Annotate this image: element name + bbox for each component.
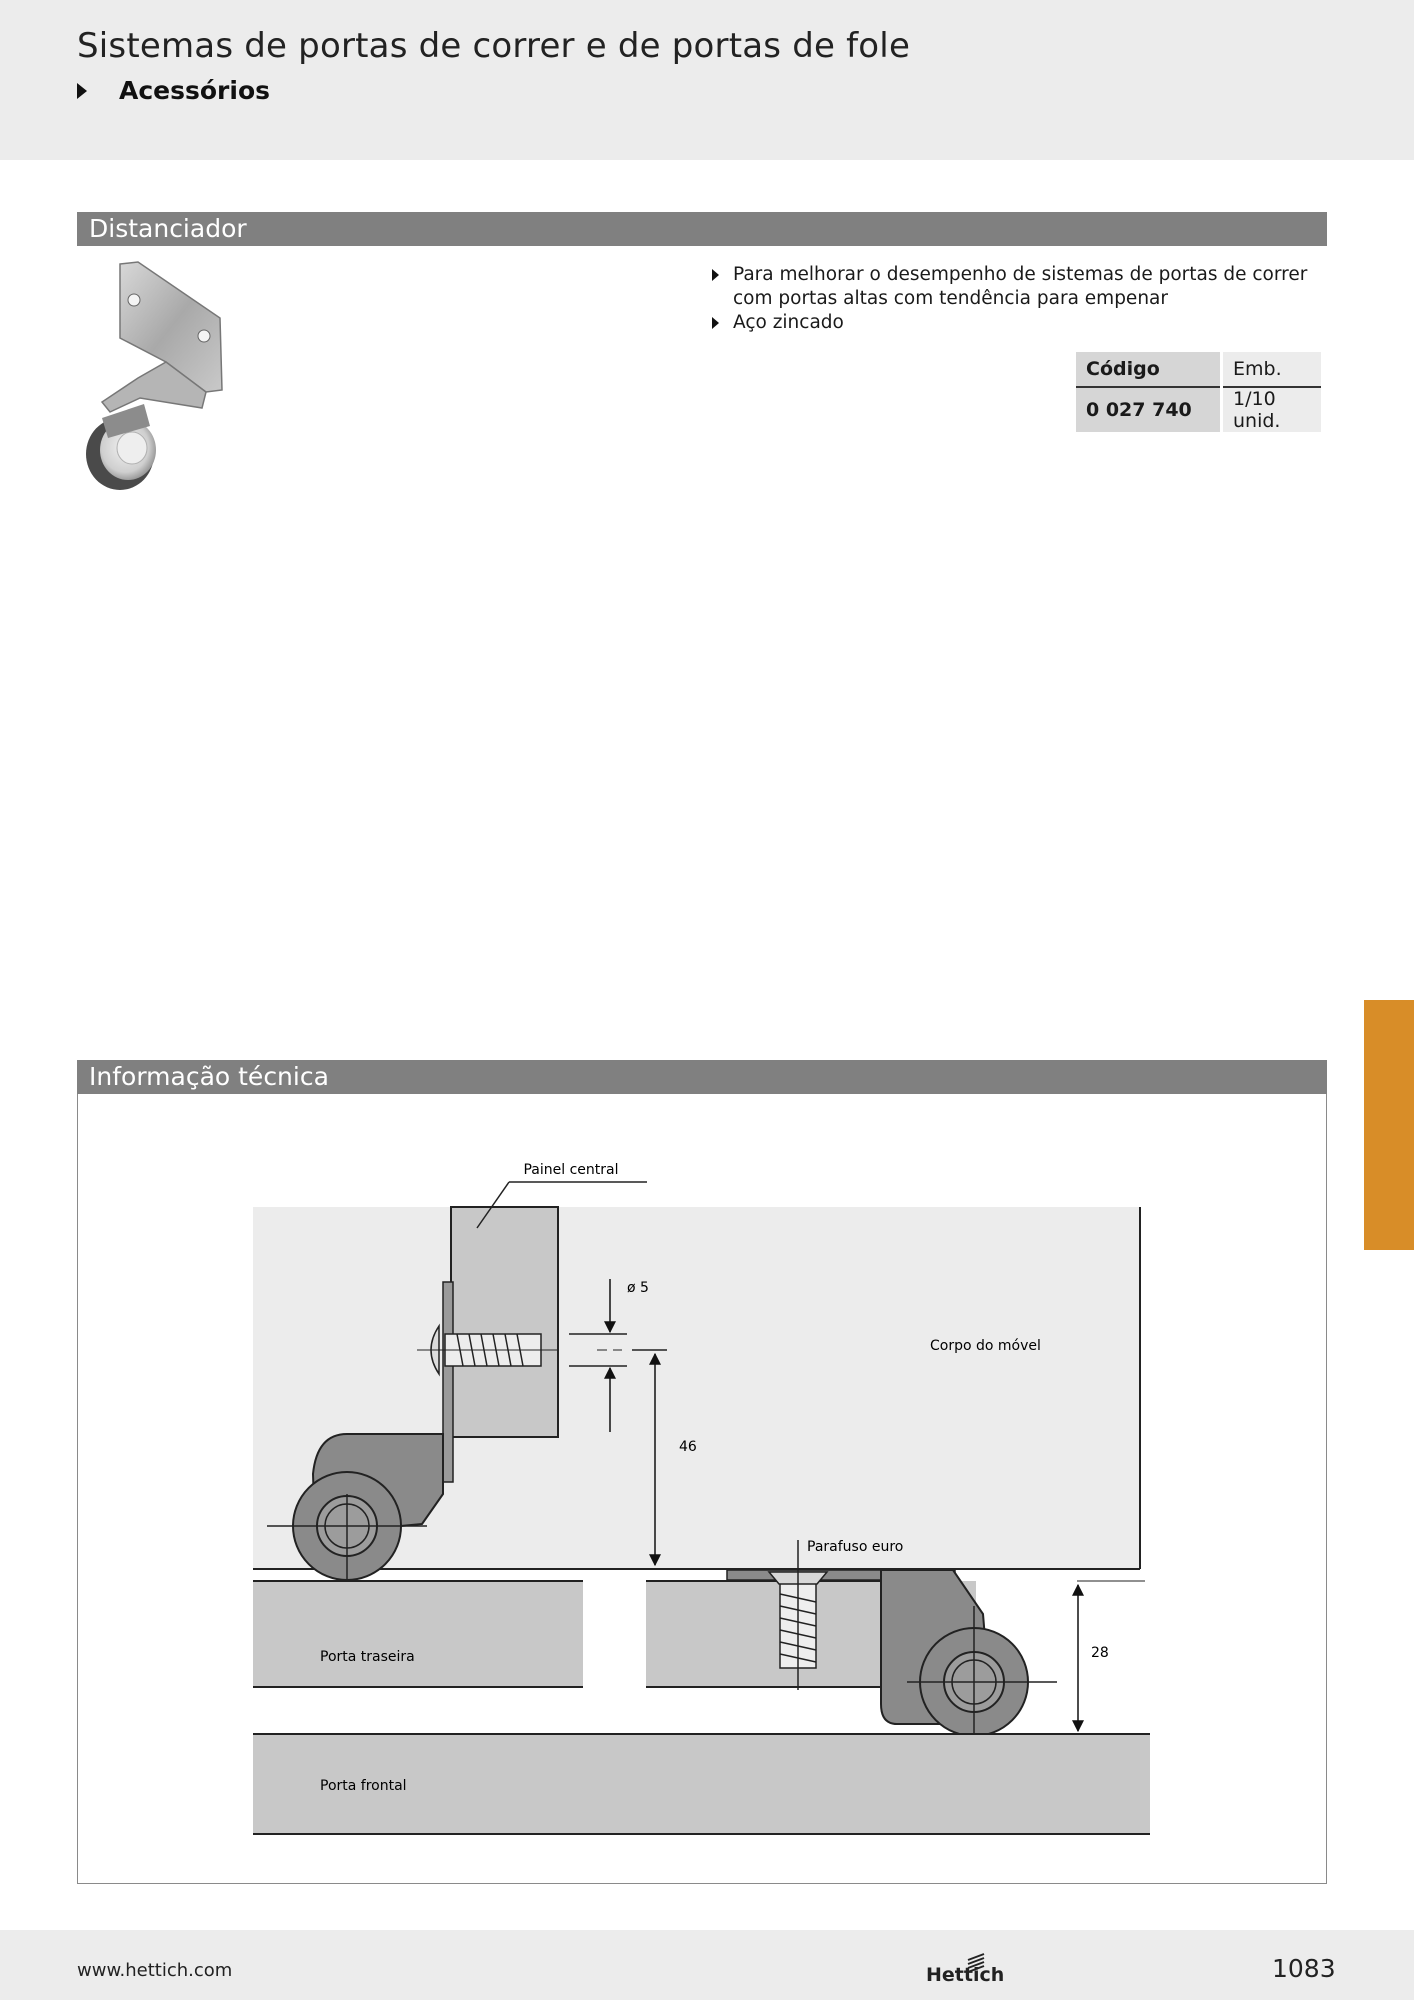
page-header [0,0,1414,160]
label-porta-frontal: Porta frontal [320,1778,407,1794]
label-corpo-movel: Corpo do móvel [930,1338,1041,1354]
feature-list [712,263,1332,335]
label-dim-28: 28 [1091,1645,1109,1661]
cell-code: 0 027 740 [1076,388,1220,432]
label-porta-traseira: Porta traseira [320,1649,415,1665]
triangle-bullet-icon [712,269,719,281]
logo-wordmark: Hettich [926,1964,1005,1986]
table-header-row [1076,352,1321,388]
technical-drawing [77,1094,1327,1884]
column-header-pack: Emb. [1223,352,1321,388]
column-header-code: Código [1076,352,1220,388]
footer-url[interactable]: www.hettich.com [77,1960,233,1981]
central-panel-shape [451,1207,558,1437]
hettich-logo [924,1954,1005,1986]
subtitle-row [77,76,270,105]
table-row [1076,388,1321,432]
label-diameter: ø 5 [627,1280,649,1296]
label-dim-46: 46 [679,1439,697,1455]
label-painel-central: Painel central [523,1162,619,1178]
feature-text: Para melhorar o desempenho de sistemas de portas de correr com portas altas com tendência para empenar [733,264,1308,309]
section-title-distanciador: Distanciador [77,212,1327,246]
label-parafuso-euro: Parafuso euro [807,1539,904,1555]
page-number: 1083 [1272,1954,1336,1983]
list-item [712,263,1332,311]
chapter-tab [1364,1000,1414,1250]
section-title-technical: Informação técnica [77,1060,1327,1094]
order-table [1073,352,1324,432]
page-subtitle: Acessórios [119,76,271,105]
product-image [80,258,280,498]
list-item [712,311,1332,335]
cell-pack: 1/10 unid. [1223,388,1321,432]
triangle-bullet-icon [712,317,719,329]
triangle-bullet-icon [77,83,87,99]
page-title: Sistemas de portas de correr e de portas de fole [77,26,911,66]
feature-text: Aço zincado [733,312,844,333]
